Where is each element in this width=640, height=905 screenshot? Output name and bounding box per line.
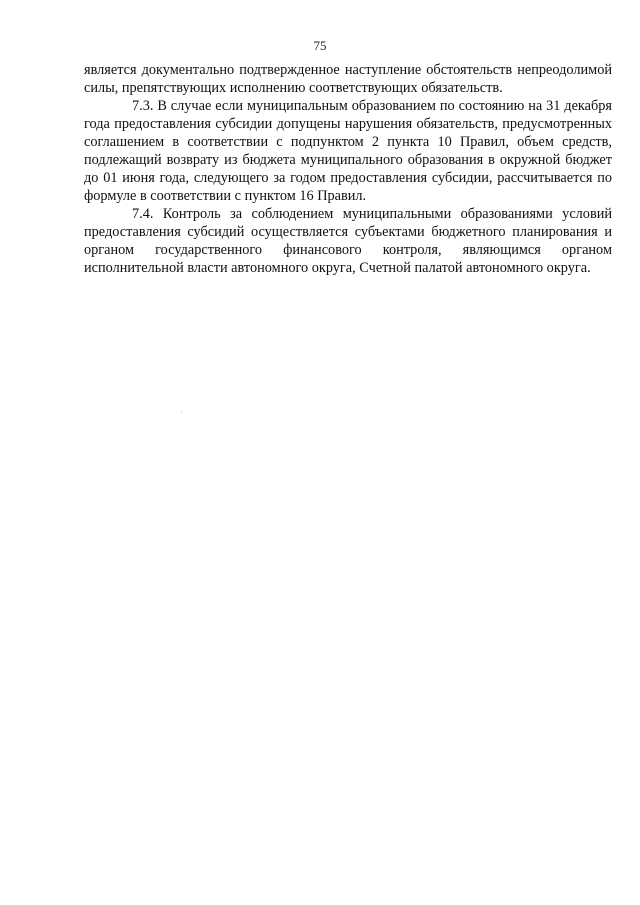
page-number: 75: [313, 38, 327, 53]
paragraph-7-3: 7.3. В случае если муниципальным образованием по состоянию на 31 декабря года предоставления субсидии допущены нарушения обязательств, предусмотренных соглашением в соответствии с подпунктом 2 пункта 10 Правил, объем средств, подлежащий возврату из бюджета муниципального образования в окружной бюджет до 01 июня года, следующего за годом предоставления субсидии, рассчитывается по формуле в соответствии с пунктом 16 Правил.: [84, 98, 612, 204]
paragraph-continuation: является документально подтвержденное наступление обстоятельств непреодолимой силы, препятствующих исполнению соответствующих обязательств.: [84, 62, 612, 96]
body-text: [84, 61, 612, 277]
scan-speck: [181, 411, 182, 412]
paragraph-7-4: 7.4. Контроль за соблюдением муниципальными образованиями условий предоставления субсидий осуществляется субъектами бюджетного планирования и органом государственного финансового контроля, являющимся органом исполнительной власти автономного округа, Счетной палатой автономного округа.: [84, 206, 612, 276]
